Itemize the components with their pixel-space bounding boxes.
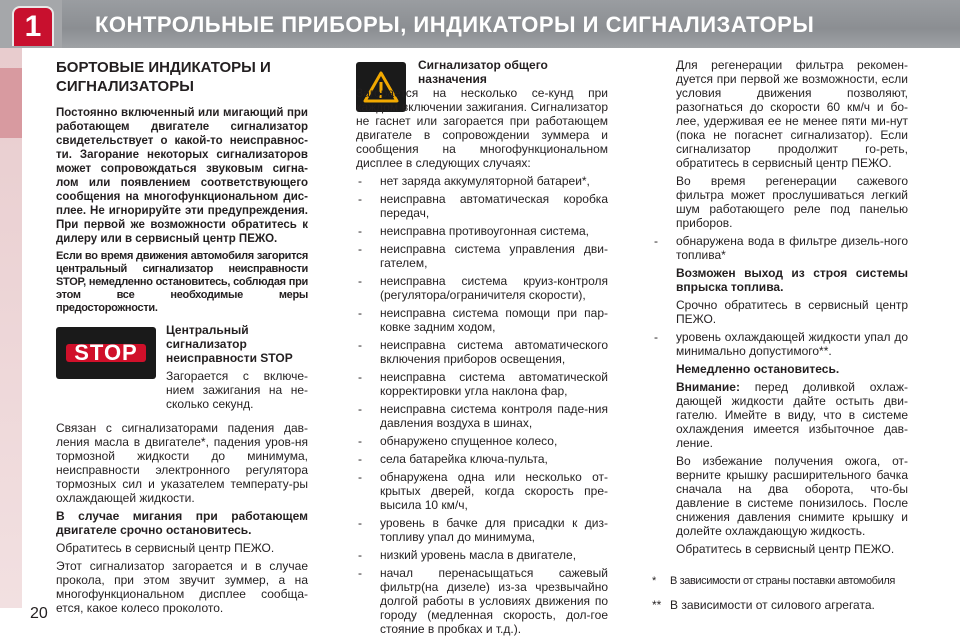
list-item: - неисправна автоматическая коробка передач,: [356, 192, 608, 220]
regen-text: Для регенерации фильтра рекомен-дуется при первой же возможности, если условия движения позволяют, разогнаться до скорости 60 км/ч и бо-лее, удерживая ее не менее пяти ми-нут (пока не погаснет сигнализатор). Если сигнализатор продолжит го-реть, обратитесь в сервисный центр ПЕЖО.: [676, 58, 908, 170]
stop-linked-text: Связан с сигнализаторами падения дав-ления масла в двигателе*, падения уров-ня тормозной жидкости до минимума, неисправности электронного регулятора тормозных сил и указателем температу-ры охлаждающей жидкости.: [56, 421, 308, 505]
page-header: [0, 0, 960, 48]
fault-list-continued-2: [652, 330, 908, 358]
fault-list: [356, 174, 608, 636]
footnote-2: [652, 598, 908, 612]
column-1: [56, 58, 308, 619]
stop-description: [166, 323, 308, 415]
attention-label: Внимание:: [676, 380, 740, 394]
regen-noise-text: Во время регенерации сажевого фильтра может прослушиваться легкий шум работающего реле под панелью приборов.: [676, 174, 908, 230]
column-3: [652, 58, 908, 612]
list-item: - неисправна система контроля паде-ния давления воздуха в шинах,: [356, 402, 608, 430]
blink-warning-text: В случае мигания при работающем двигателе срочно остановитесь.: [56, 509, 308, 537]
puncture-text: Этот сигнализатор загорается и в случае прокола, при этом звучит зуммер, а на многофункциональном дисплее сообща-ется, какое колесо проколото.: [56, 559, 308, 615]
list-item: - обнаружена одна или несколько от-крытых дверей, когда скорость пре-высила 10 км/ч,: [356, 470, 608, 512]
attention-paragraph: [652, 380, 908, 450]
list-item: - низкий уровень масла в двигателе,: [356, 548, 608, 562]
intro-warning-text: Постоянно включенный или мигающий при работающем двигателе сигнализатор свидетельствует о какой-то неисправнос-ти. Загорание некоторых сигнализаторов может сопровождаться звуковым сигна-лом или появлением соответствующего сообщения на многофункциональном дис-плее. Не игнорируйте эти предупреждения. При первой же возможности обратитесь к дилеру или в сервисный центр ПЕЖО.: [56, 107, 308, 245]
attention-text: перед доливкой охлаж-дающей жидкости дайте остыть дви-гателю. Имейте в виду, что в системе охлаждения имеется избыточное дав-ление.: [676, 380, 908, 450]
chapter-tab: [12, 6, 54, 46]
list-item: - уровень в бачке для присадки к диз-топливу упал до минимума,: [356, 516, 608, 544]
list-item: - нет заряда аккумуляторной батареи*,: [356, 174, 608, 188]
column-2: [356, 58, 608, 640]
footnote-mark: **: [652, 598, 662, 612]
stop-instruction-text: Если во время движения автомобиля загорится центральный сигнализатор неисправности STOP, немедленно остановитесь, соблюдая при этом все необходимые меры предосторожности.: [56, 250, 308, 314]
chapter-number: 1: [24, 10, 42, 43]
side-strip: [0, 48, 22, 608]
list-item: - неисправна система автоматической корректировки угла наклона фар,: [356, 370, 608, 398]
stop-indicator-block: [56, 323, 308, 415]
list-item: - неисправна система автоматического включения приборов освещения,: [356, 338, 608, 366]
injection-warning-text: Возможен выход из строя системы впрыска топлива.: [676, 266, 908, 294]
list-item: - обнаружено спущенное колесо,: [356, 434, 608, 448]
list-item: - обнаружена вода в фильтре дизель-ного топлива*: [652, 234, 908, 262]
list-item: - неисправна система помощи при пар-ковке задним ходом,: [356, 306, 608, 334]
page-title: КОНТРОЛЬНЫЕ ПРИБОРЫ, ИНДИКАТОРЫ И СИГНАЛИЗАТОРЫ: [95, 12, 815, 37]
fault-list-continued: [652, 234, 908, 262]
general-warning-title: Сигнализатор общего назначения: [418, 58, 548, 86]
footnote-mark: *: [652, 575, 657, 587]
stop-now-text: Немедленно остановитесь.: [676, 362, 840, 376]
stop-warning-icon: [56, 327, 156, 379]
section-title: БОРТОВЫЕ ИНДИКАТОРЫ И СИГНАЛИЗАТОРЫ: [56, 59, 271, 95]
footnote-text: В зависимости от силового агрегата.: [670, 598, 875, 612]
service-final-text: Обратитесь в сервисный центр ПЕЖО.: [676, 542, 895, 556]
footnote-text: В зависимости от страны поставки автомобиля: [670, 575, 895, 587]
list-item: - села батарейка ключа-пульта,: [356, 452, 608, 466]
footnote-1: [652, 574, 908, 588]
general-warning-desc: Загорается на несколько се-кунд при каждом включении зажигания. Сигнализатор не гаснет или загорается при работающем двигателе в сопровождении зуммера и сообщения на многофункциональном дисплее в следующих случаях:: [356, 86, 608, 170]
list-item: - начал перенасыщаться сажевый фильтр(на дизеле) из-за чрезвычайно долгой работы в условиях движения по городу (медленная скорость, дол-гое стояние в пробках и т.д.).: [356, 566, 608, 636]
list-item: - неисправна система круиз-контроля (регулятора/ограничителя скорости),: [356, 274, 608, 302]
burn-avoid-text: Во избежание получения ожога, от-верните крышку расширительного бачка сначала на два оборота, что-бы давление в системе понизилось. После снижения давления снимите крышку и долейте охлаждающую жидкость.: [676, 454, 908, 538]
list-item: - неисправна система управления дви-гателем,: [356, 242, 608, 270]
list-item: - уровень охлаждающей жидкости упал до минимально допустимого**.: [652, 330, 908, 358]
service-urgent-text: Срочно обратитесь в сервисный центр ПЕЖО.: [676, 298, 908, 326]
stop-desc-text: Загорается с включе-нием зажигания на не-сколько секунд.: [166, 369, 308, 411]
list-item: - неисправна противоугонная система,: [356, 224, 608, 238]
stop-icon-label: STOP: [66, 344, 146, 362]
service-text: Обратитесь в сервисный центр ПЕЖО.: [56, 541, 275, 555]
page-number: 20: [30, 605, 48, 622]
stop-title: Центральный сигнализатор неисправности STOP: [166, 323, 293, 365]
